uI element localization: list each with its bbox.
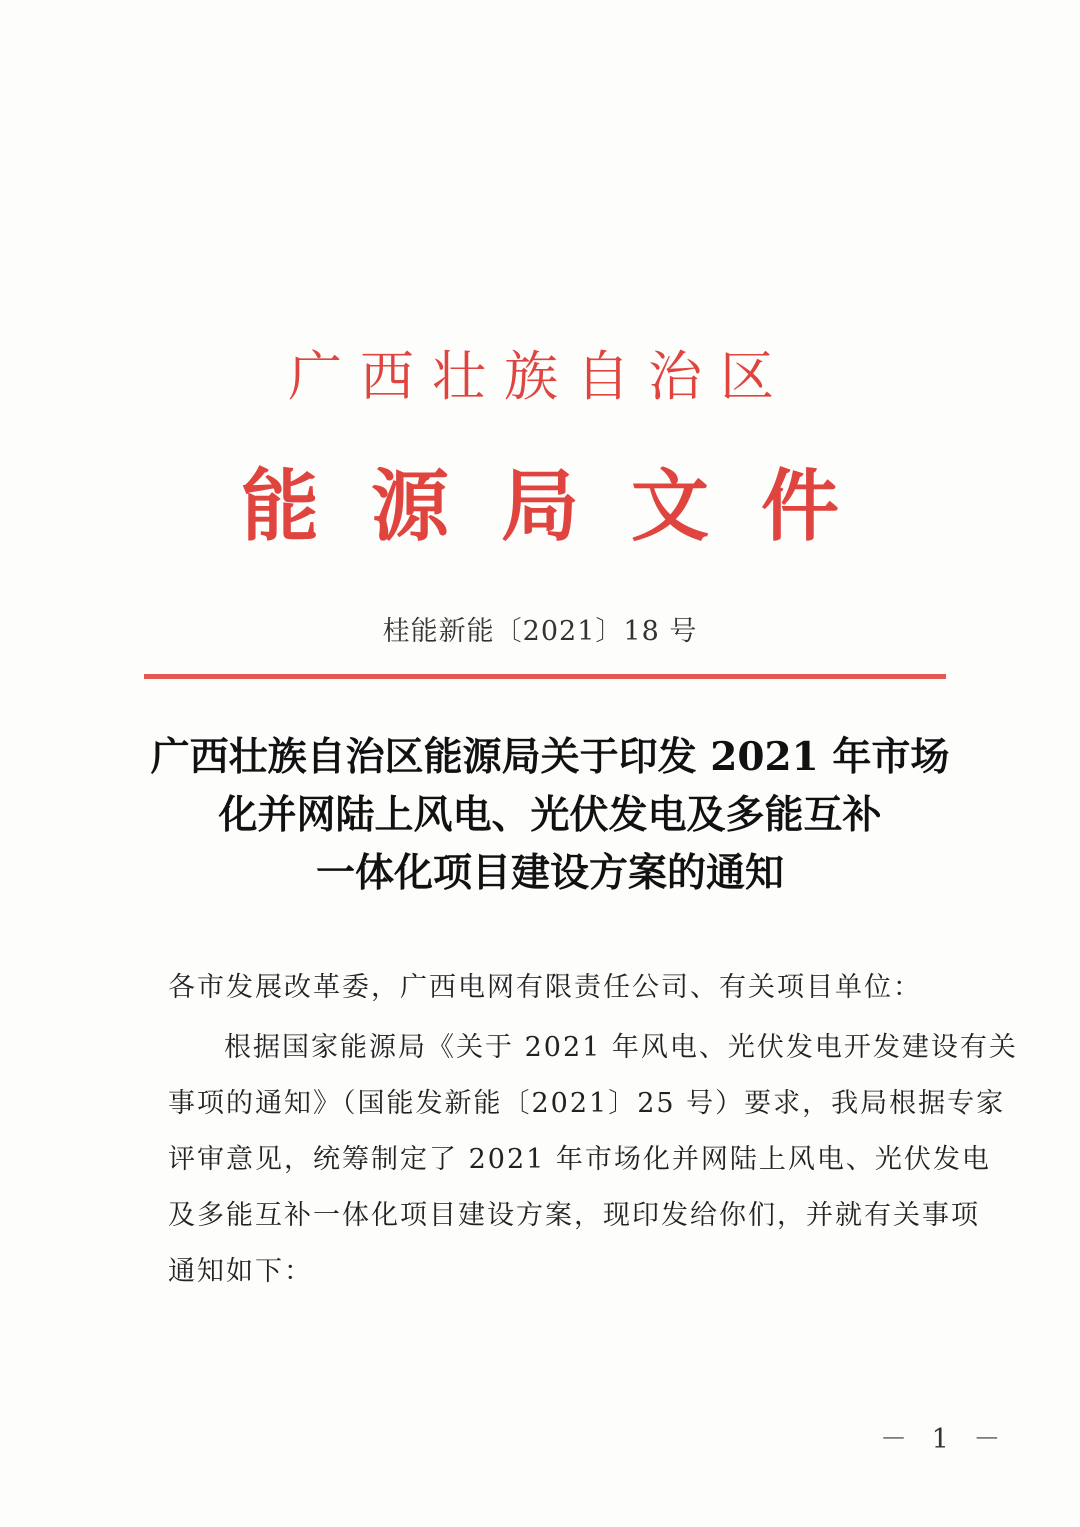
salutation: 各市发展改革委，广西电网有限责任公司、有关项目单位： xyxy=(168,972,922,1003)
title-line: 广西壮族自治区能源局关于印发 2021 年市场 xyxy=(150,734,950,780)
document-number: 桂能新能〔2021〕18 号 xyxy=(382,616,698,647)
body-line: 评审意见，统筹制定了 2021 年市场化并网陆上风电、光伏发电 xyxy=(168,1144,991,1175)
body-line: 通知如下： xyxy=(168,1256,313,1287)
body-line: 根据国家能源局《关于 2021 年风电、光伏发电开发建设有关 xyxy=(224,1032,1018,1063)
document-title xyxy=(150,728,950,902)
body-line: 事项的通知》（国能发新能〔2021〕25 号）要求，我局根据专家 xyxy=(168,1088,1006,1119)
body-paragraph xyxy=(168,1020,1018,1300)
issuer-document-heading: 能源局文件 xyxy=(240,461,891,552)
issuer-name: 广西壮族自治区 xyxy=(288,345,792,408)
page-number: － 1 － xyxy=(880,1424,1009,1455)
body-line: 及多能互补一体化项目建设方案，现印发给你们，并就有关事项 xyxy=(168,1200,980,1231)
title-line: 化并网陆上风电、光伏发电及多能互补 xyxy=(218,792,882,838)
red-separator-rule xyxy=(144,674,946,679)
title-line: 一体化项目建设方案的通知 xyxy=(315,850,784,896)
